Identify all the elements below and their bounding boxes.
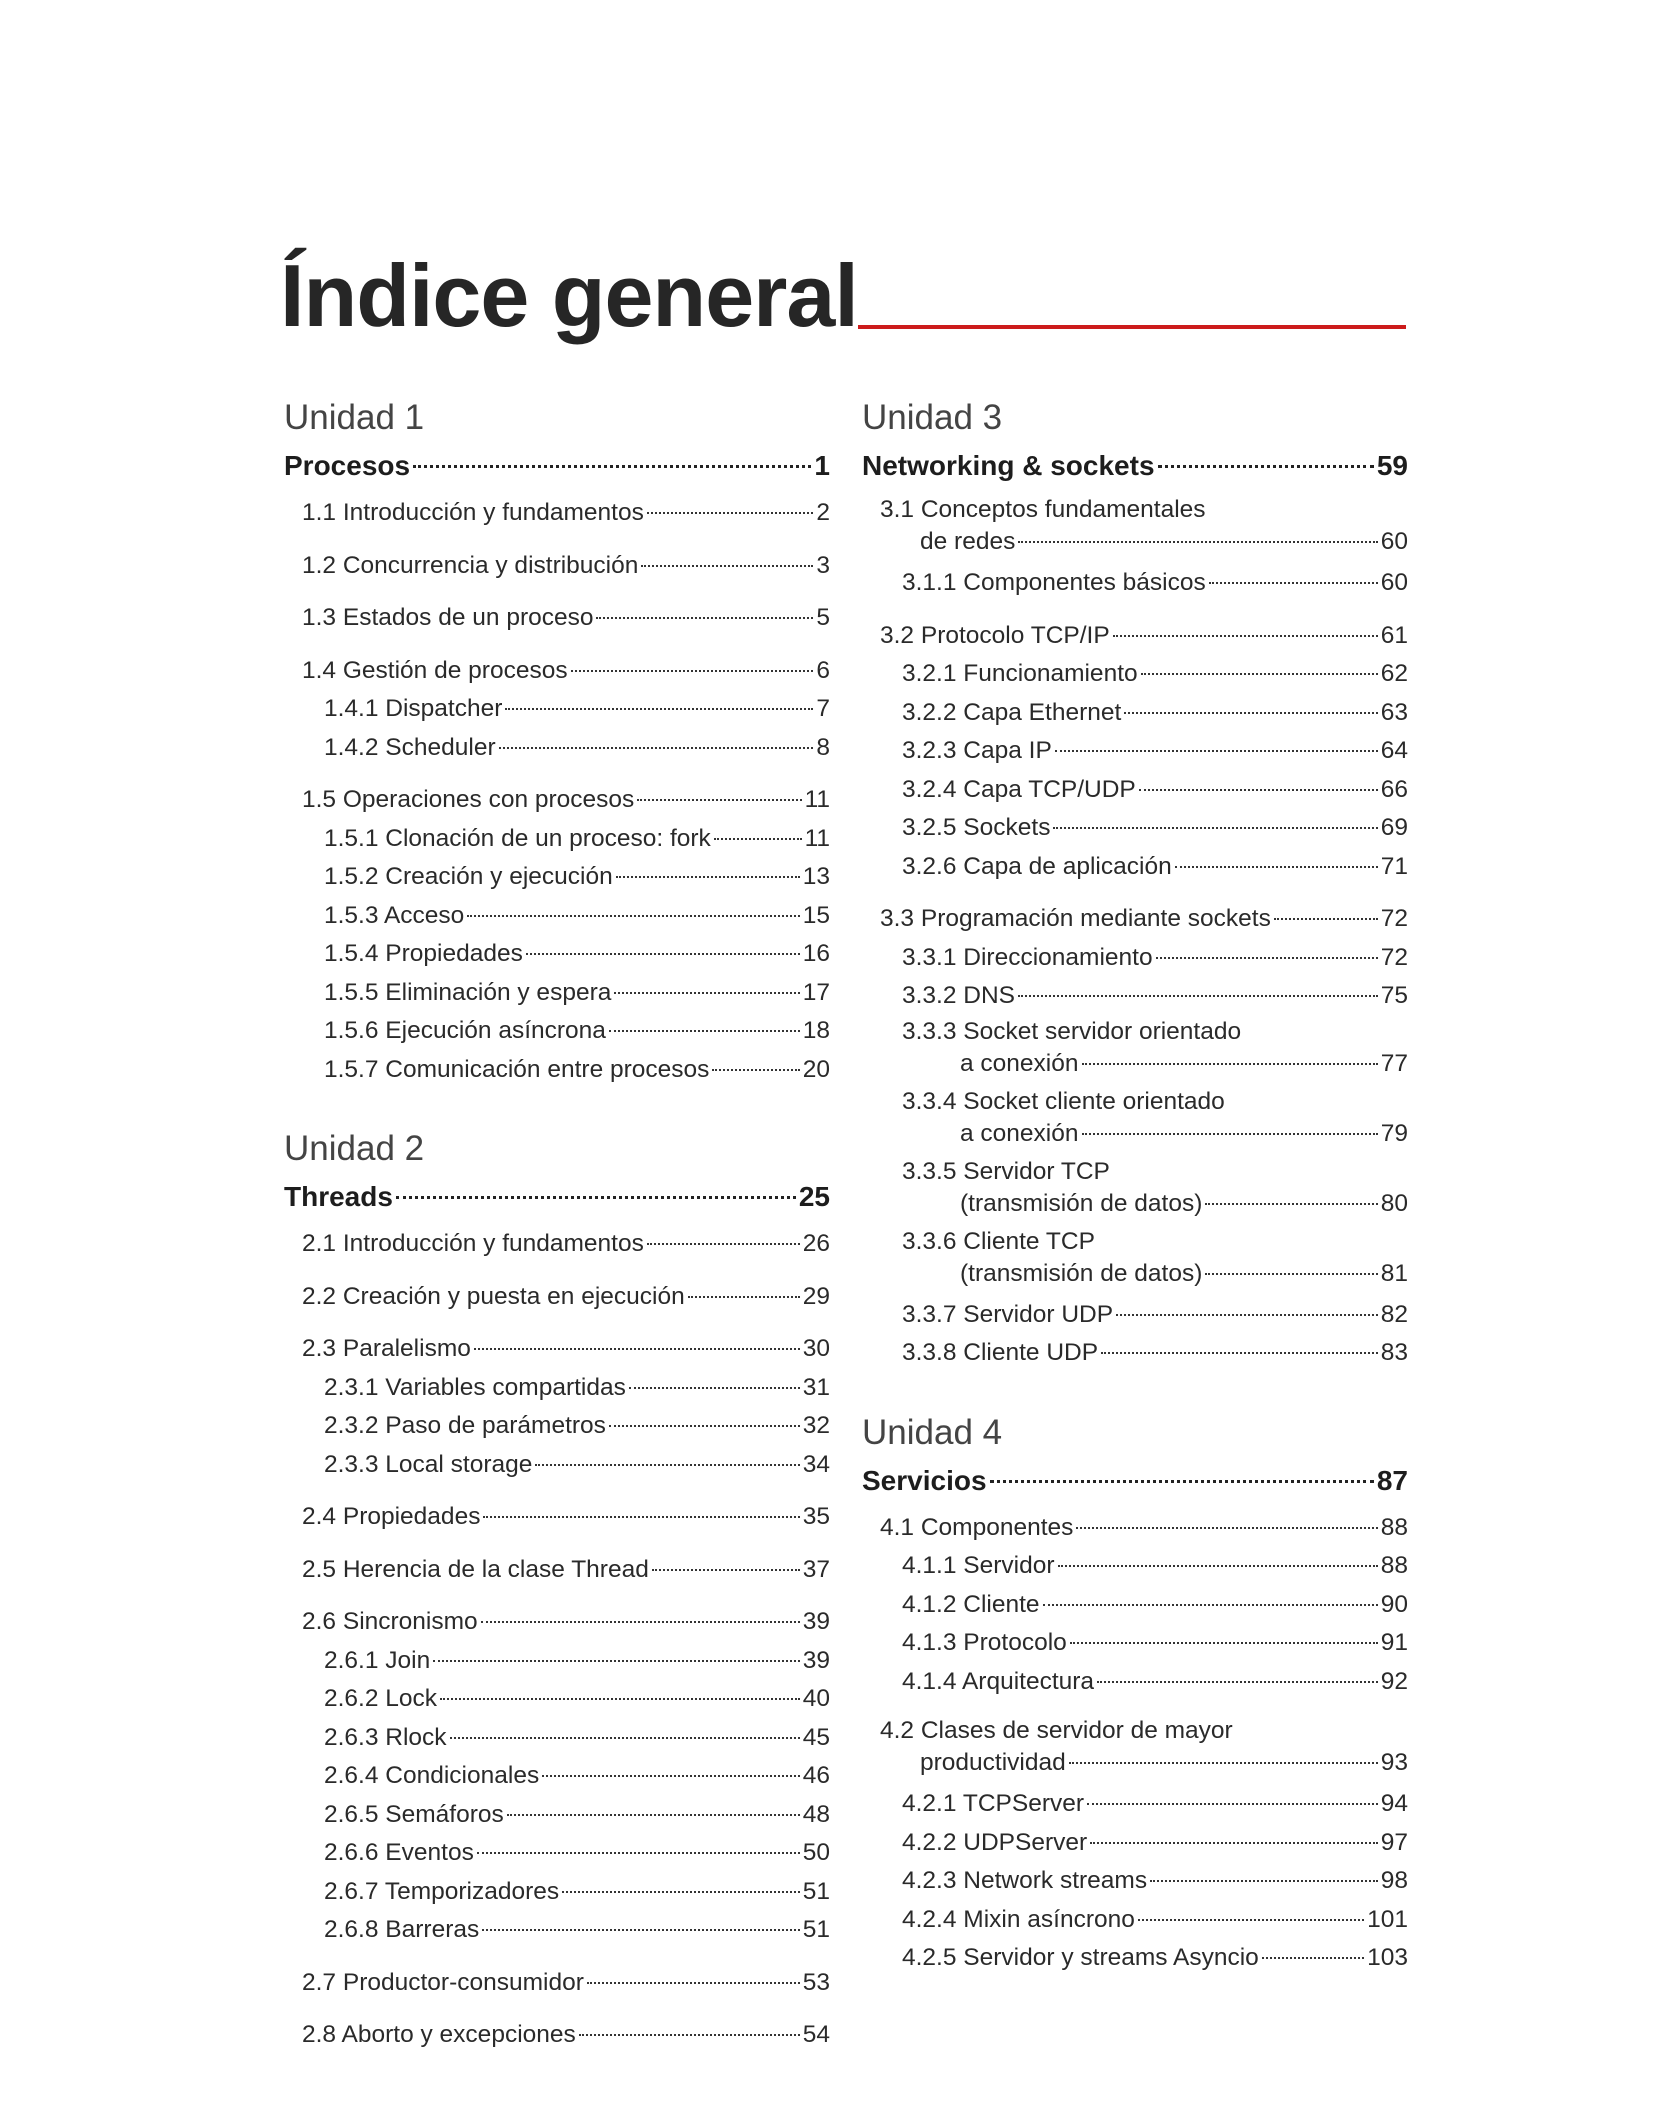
dot-leader bbox=[614, 992, 799, 994]
page-number: 29 bbox=[802, 1282, 830, 1310]
page-number: 69 bbox=[1380, 814, 1408, 841]
entry-title: 2.3 Paralelismo bbox=[302, 1335, 471, 1362]
toc-entry[interactable] bbox=[284, 1225, 830, 1264]
dot-leader bbox=[990, 1480, 1374, 1483]
dot-leader bbox=[1018, 541, 1377, 543]
entry-title: 4.2 Clases de servidor de mayor bbox=[880, 1717, 1233, 1744]
page-number: 34 bbox=[802, 1450, 830, 1478]
dot-leader bbox=[1205, 1273, 1377, 1275]
entry-title: 3.3.3 Socket servidor orientado bbox=[902, 1017, 1242, 1045]
dot-leader bbox=[1043, 1604, 1378, 1606]
entry-title: 4.2.4 Mixin asíncrono bbox=[902, 1905, 1135, 1933]
dot-leader bbox=[1175, 866, 1378, 868]
page-number: 77 bbox=[1380, 1049, 1408, 1077]
entry-title-continuation: (transmisión de datos) bbox=[960, 1259, 1203, 1287]
toc-entry[interactable] bbox=[862, 848, 1408, 887]
dot-leader bbox=[1113, 635, 1378, 637]
page-number: 103 bbox=[1367, 1944, 1408, 1971]
entry-title: 2.6.2 Lock bbox=[324, 1685, 438, 1712]
dot-leader bbox=[647, 512, 814, 514]
dot-leader bbox=[609, 1425, 800, 1427]
toc-entry[interactable] bbox=[284, 1551, 830, 1590]
dot-leader bbox=[450, 1737, 800, 1739]
dot-leader bbox=[440, 1698, 800, 1700]
page-number: 30 bbox=[802, 1335, 830, 1362]
toc-entry[interactable] bbox=[862, 1901, 1408, 1940]
entry-title: 3.2.2 Capa Ethernet bbox=[902, 698, 1122, 726]
page-number: 63 bbox=[1380, 698, 1408, 726]
toc-entry[interactable] bbox=[862, 1226, 1408, 1290]
toc-entry[interactable] bbox=[862, 1156, 1408, 1220]
dot-leader bbox=[714, 838, 802, 840]
entry-title: 2.6.7 Temporizadores bbox=[324, 1877, 560, 1905]
entry-title: 3.3 Programación mediante sockets bbox=[880, 905, 1271, 932]
page-number: 88 bbox=[1380, 1552, 1408, 1579]
entry-title: 1.4 Gestión de procesos bbox=[302, 656, 568, 684]
page-number: 7 bbox=[816, 695, 830, 722]
page-number: 8 bbox=[816, 733, 830, 761]
entry-title: 2.4 Propiedades bbox=[302, 1503, 481, 1530]
toc-entry[interactable] bbox=[284, 1642, 830, 1681]
toc-entry[interactable] bbox=[284, 729, 830, 768]
entry-title: 2.6.8 Barreras bbox=[324, 1916, 480, 1943]
page-number: 62 bbox=[1380, 660, 1408, 687]
entry-title: 3.3.2 DNS bbox=[902, 982, 1016, 1009]
entry-title: 4.1.2 Cliente bbox=[902, 1590, 1040, 1618]
entry-title: 1.2 Concurrencia y distribución bbox=[302, 551, 639, 579]
toc-entry[interactable] bbox=[862, 1624, 1408, 1663]
toc-entry[interactable] bbox=[284, 690, 830, 729]
toc-entry[interactable] bbox=[862, 977, 1408, 1016]
entry-title: 4.1 Componentes bbox=[880, 1513, 1074, 1541]
page-number: 1 bbox=[814, 450, 830, 481]
entry-continuation-row bbox=[880, 1747, 1408, 1779]
entry-title-continuation: a conexión bbox=[960, 1049, 1079, 1077]
entry-continuation-row bbox=[902, 1048, 1408, 1080]
dot-leader bbox=[1097, 1681, 1378, 1683]
title-rule bbox=[858, 325, 1406, 329]
chapter-entry[interactable] bbox=[862, 446, 1408, 486]
entry-title: 3.3.7 Servidor UDP bbox=[902, 1300, 1114, 1328]
page-number: 60 bbox=[1380, 569, 1408, 596]
toc-entry[interactable] bbox=[284, 1911, 830, 1950]
toc-entry[interactable] bbox=[284, 974, 830, 1013]
toc-entry[interactable] bbox=[862, 564, 1408, 603]
unit-label: Unidad 3 bbox=[862, 398, 1003, 437]
chapter-title: Networking & sockets bbox=[862, 450, 1155, 481]
toc-entry[interactable] bbox=[284, 1498, 830, 1537]
entry-title-continuation: (transmisión de datos) bbox=[960, 1189, 1203, 1217]
entry-title: 1.5.1 Clonación de un proceso: fork bbox=[324, 824, 711, 852]
page-number: 39 bbox=[802, 1646, 830, 1674]
entry-title: 2.3.3 Local storage bbox=[324, 1450, 533, 1478]
dot-leader bbox=[1274, 918, 1378, 920]
dot-leader bbox=[1058, 1565, 1378, 1567]
toc-entry[interactable] bbox=[284, 897, 830, 936]
entry-title: 4.2.3 Network streams bbox=[902, 1867, 1148, 1894]
entry-title: 1.5.5 Eliminación y espera bbox=[324, 978, 612, 1006]
entry-title: 1.5.4 Propiedades bbox=[324, 940, 523, 967]
page-number: 46 bbox=[802, 1762, 830, 1789]
page-number: 45 bbox=[802, 1723, 830, 1751]
page-number: 92 bbox=[1380, 1667, 1408, 1695]
page-number: 53 bbox=[802, 1968, 830, 1996]
dot-leader bbox=[647, 1243, 800, 1245]
toc-entry[interactable] bbox=[284, 1603, 830, 1642]
page-number: 51 bbox=[802, 1877, 830, 1905]
page-number: 5 bbox=[816, 604, 830, 631]
dot-leader bbox=[535, 1464, 799, 1466]
dot-leader bbox=[1262, 1957, 1364, 1959]
entry-continuation-row bbox=[902, 1118, 1408, 1150]
toc-entry[interactable] bbox=[284, 599, 830, 638]
page-number: 39 bbox=[802, 1608, 830, 1635]
page-number: 11 bbox=[804, 786, 830, 813]
dot-leader bbox=[1087, 1803, 1378, 1805]
toc-entry[interactable] bbox=[284, 2016, 830, 2055]
entry-title: 4.2.2 UDPServer bbox=[902, 1828, 1088, 1856]
dot-leader bbox=[1082, 1133, 1378, 1135]
page-number: 20 bbox=[802, 1055, 830, 1083]
page-number: 81 bbox=[1380, 1259, 1408, 1287]
unit-label: Unidad 1 bbox=[284, 398, 425, 437]
page-number: 101 bbox=[1367, 1905, 1408, 1933]
entry-title: 2.8 Aborto y excepciones bbox=[302, 2021, 576, 2048]
toc-entry[interactable] bbox=[862, 1785, 1408, 1824]
entry-title: 2.2 Creación y puesta en ejecución bbox=[302, 1282, 685, 1310]
page-number: 66 bbox=[1380, 775, 1408, 803]
chapter-entry[interactable] bbox=[862, 1461, 1408, 1501]
entry-title: 2.3.2 Paso de parámetros bbox=[324, 1412, 606, 1439]
dot-leader bbox=[1101, 1352, 1378, 1354]
dot-leader bbox=[579, 2034, 800, 2036]
chapter-title: Threads bbox=[284, 1181, 393, 1212]
entry-title: 1.5.6 Ejecución asíncrona bbox=[324, 1017, 606, 1044]
entry-title: 3.1 Conceptos fundamentales bbox=[880, 496, 1206, 523]
entry-title: 1.3 Estados de un proceso bbox=[302, 604, 594, 631]
entry-title: 2.1 Introducción y fundamentos bbox=[302, 1230, 644, 1257]
page-number: 94 bbox=[1380, 1790, 1408, 1817]
page-number: 59 bbox=[1376, 450, 1408, 481]
unit-section bbox=[284, 1131, 830, 2055]
page-number: 13 bbox=[802, 863, 830, 890]
page-number: 2 bbox=[816, 499, 830, 526]
page-number: 80 bbox=[1380, 1189, 1408, 1217]
toc-entry[interactable] bbox=[284, 820, 830, 859]
page-number: 11 bbox=[804, 824, 830, 852]
entry-title: 1.5.2 Creación y ejecución bbox=[324, 863, 613, 890]
toc-entry[interactable] bbox=[862, 1296, 1408, 1335]
page-number: 48 bbox=[802, 1800, 830, 1828]
dot-leader bbox=[1090, 1842, 1378, 1844]
entry-title: 1.5 Operaciones con procesos bbox=[302, 786, 635, 813]
chapter-entry[interactable] bbox=[284, 1177, 830, 1217]
toc-entry[interactable] bbox=[284, 1719, 830, 1758]
entry-title: 2.6.1 Join bbox=[324, 1646, 431, 1674]
toc-entry[interactable] bbox=[862, 694, 1408, 733]
entry-title: 3.3.1 Direccionamiento bbox=[902, 943, 1153, 971]
dot-leader bbox=[1082, 1063, 1378, 1065]
toc-entry[interactable] bbox=[284, 1873, 830, 1912]
entry-title: 4.2.1 TCPServer bbox=[902, 1790, 1085, 1817]
entry-title: 2.6.4 Condicionales bbox=[324, 1762, 540, 1789]
dot-leader bbox=[587, 1982, 800, 1984]
toc-entry[interactable] bbox=[862, 1939, 1408, 1978]
page-number: 15 bbox=[802, 901, 830, 929]
toc-entry[interactable] bbox=[862, 809, 1408, 848]
toc-entry[interactable] bbox=[862, 1862, 1408, 1901]
toc-entry[interactable] bbox=[862, 1586, 1408, 1625]
dot-leader bbox=[641, 565, 813, 567]
entry-title: 1.1 Introducción y fundamentos bbox=[302, 499, 644, 526]
page-number: 90 bbox=[1380, 1590, 1408, 1618]
entry-title: 3.2.3 Capa IP bbox=[902, 737, 1052, 764]
dot-leader bbox=[1139, 789, 1378, 791]
unit-section bbox=[862, 1412, 1408, 1978]
unit-label: Unidad 2 bbox=[284, 1129, 425, 1168]
toc-entry[interactable] bbox=[862, 732, 1408, 771]
page-number: 71 bbox=[1380, 852, 1408, 880]
page-number: 26 bbox=[802, 1230, 830, 1257]
page-number: 75 bbox=[1380, 982, 1408, 1009]
dot-leader bbox=[1205, 1203, 1377, 1205]
page-number: 40 bbox=[802, 1685, 830, 1712]
entry-title-continuation: productividad bbox=[920, 1749, 1066, 1776]
dot-leader bbox=[526, 953, 800, 955]
toc-entry[interactable] bbox=[862, 1715, 1408, 1779]
entry-continuation-row bbox=[902, 1188, 1408, 1220]
entry-title: 3.2.5 Sockets bbox=[902, 814, 1051, 841]
toc-entry[interactable] bbox=[862, 1663, 1408, 1702]
page-number: 79 bbox=[1380, 1119, 1408, 1147]
dot-leader bbox=[481, 1621, 800, 1623]
toc-entry[interactable] bbox=[862, 939, 1408, 978]
entry-title: 4.1.3 Protocolo bbox=[902, 1629, 1067, 1656]
page-number: 88 bbox=[1380, 1513, 1408, 1541]
entry-title: 2.3.1 Variables compartidas bbox=[324, 1373, 626, 1401]
entry-title: 4.1.1 Servidor bbox=[902, 1552, 1055, 1579]
page-number: 98 bbox=[1380, 1867, 1408, 1894]
toc-column-right bbox=[862, 400, 1408, 2020]
entry-continuation-row bbox=[880, 526, 1408, 558]
toc-entry[interactable] bbox=[284, 1757, 830, 1796]
dot-leader bbox=[1209, 582, 1378, 584]
entry-title: 3.3.8 Cliente UDP bbox=[902, 1339, 1099, 1366]
chapter-title: Procesos bbox=[284, 450, 411, 481]
dot-leader bbox=[609, 1030, 800, 1032]
page-number: 87 bbox=[1376, 1464, 1408, 1496]
toc-entry[interactable] bbox=[862, 900, 1408, 939]
entry-title: 2.6 Sincronismo bbox=[302, 1608, 478, 1635]
dot-leader bbox=[1070, 1642, 1378, 1644]
toc-entry[interactable] bbox=[284, 1330, 830, 1369]
toc-entry[interactable] bbox=[862, 494, 1408, 558]
toc-entry[interactable] bbox=[862, 1509, 1408, 1548]
toc-entry[interactable] bbox=[284, 858, 830, 897]
entry-title: 3.3.6 Cliente TCP bbox=[902, 1227, 1095, 1255]
page-number: 54 bbox=[802, 2021, 830, 2048]
dot-leader bbox=[652, 1569, 800, 1571]
page-number: 61 bbox=[1380, 621, 1408, 649]
toc-entry[interactable] bbox=[284, 1834, 830, 1873]
toc-entry[interactable] bbox=[862, 1824, 1408, 1863]
page-number: 60 bbox=[1380, 528, 1408, 555]
dot-leader bbox=[1069, 1762, 1378, 1764]
dot-leader bbox=[396, 1196, 796, 1199]
toc-entry[interactable] bbox=[862, 1086, 1408, 1150]
toc-entry[interactable] bbox=[284, 1964, 830, 2003]
page-number: 18 bbox=[802, 1017, 830, 1044]
dot-leader bbox=[433, 1660, 799, 1662]
page-number: 91 bbox=[1380, 1629, 1408, 1656]
unit-section bbox=[284, 400, 830, 1089]
entry-title: 3.2 Protocolo TCP/IP bbox=[880, 621, 1110, 649]
entry-title: 2.5 Herencia de la clase Thread bbox=[302, 1555, 649, 1583]
dot-leader bbox=[1138, 1919, 1364, 1921]
entry-title-continuation: a conexión bbox=[960, 1119, 1079, 1147]
dot-leader bbox=[629, 1387, 800, 1389]
page-number: 93 bbox=[1380, 1749, 1408, 1776]
dot-leader bbox=[1150, 1880, 1378, 1882]
page-number: 72 bbox=[1380, 943, 1408, 971]
toc-entry[interactable] bbox=[862, 771, 1408, 810]
toc-entry[interactable] bbox=[284, 935, 830, 974]
entry-title: 1.5.3 Acceso bbox=[324, 901, 465, 929]
entry-title: 1.4.2 Scheduler bbox=[324, 733, 496, 761]
dot-leader bbox=[1018, 995, 1378, 997]
page-number: 17 bbox=[802, 978, 830, 1006]
page-number: 35 bbox=[802, 1503, 830, 1530]
page-number: 82 bbox=[1380, 1300, 1408, 1328]
entry-title: 4.1.4 Arquitectura bbox=[902, 1667, 1095, 1695]
dot-leader bbox=[507, 1814, 800, 1816]
page-number: 3 bbox=[816, 551, 830, 579]
page-number: 64 bbox=[1380, 737, 1408, 764]
dot-leader bbox=[542, 1775, 800, 1777]
page-number: 6 bbox=[816, 656, 830, 684]
dot-leader bbox=[1116, 1314, 1378, 1316]
entry-title: 1.5.7 Comunicación entre procesos bbox=[324, 1055, 710, 1083]
toc-entry[interactable] bbox=[284, 1796, 830, 1835]
dot-leader bbox=[505, 708, 813, 710]
dot-leader bbox=[467, 915, 799, 917]
dot-leader bbox=[1141, 673, 1378, 675]
chapter-entry[interactable] bbox=[284, 446, 830, 486]
toc-entry[interactable] bbox=[284, 1446, 830, 1485]
entry-title: 2.6.6 Eventos bbox=[324, 1839, 474, 1866]
toc-entry[interactable] bbox=[862, 1547, 1408, 1586]
entry-title: 3.2.6 Capa de aplicación bbox=[902, 852, 1172, 880]
dot-leader bbox=[1076, 1527, 1377, 1529]
dot-leader bbox=[482, 1929, 799, 1931]
toc-entry[interactable] bbox=[284, 1680, 830, 1719]
dot-leader bbox=[616, 876, 800, 878]
dot-leader bbox=[477, 1852, 800, 1854]
entry-title: 3.2.4 Capa TCP/UDP bbox=[902, 775, 1136, 803]
dot-leader bbox=[499, 747, 814, 749]
dot-leader bbox=[1156, 957, 1378, 959]
chapter-title: Servicios bbox=[862, 1464, 987, 1496]
entry-title: 2.6.5 Semáforos bbox=[324, 1800, 504, 1828]
page-title: Índice general bbox=[280, 246, 858, 345]
unit-section bbox=[862, 400, 1408, 1373]
toc-entry[interactable] bbox=[284, 1369, 830, 1408]
entry-title: 2.6.3 Rlock bbox=[324, 1723, 447, 1751]
page-number: 97 bbox=[1380, 1828, 1408, 1856]
dot-leader bbox=[562, 1891, 800, 1893]
page-number: 32 bbox=[802, 1412, 830, 1439]
dot-leader bbox=[688, 1296, 800, 1298]
toc-entry[interactable] bbox=[862, 1334, 1408, 1373]
toc-entry[interactable] bbox=[284, 781, 830, 820]
toc-entry[interactable] bbox=[284, 1012, 830, 1051]
dot-leader bbox=[1055, 750, 1378, 752]
toc-entry[interactable] bbox=[284, 1051, 830, 1090]
unit-label: Unidad 4 bbox=[862, 1412, 1003, 1452]
dot-leader bbox=[474, 1348, 800, 1350]
page-number: 72 bbox=[1380, 905, 1408, 932]
entry-title: 3.3.5 Servidor TCP bbox=[902, 1157, 1110, 1185]
toc-entry[interactable] bbox=[284, 1407, 830, 1446]
page-number: 25 bbox=[798, 1181, 830, 1212]
page-number: 50 bbox=[802, 1839, 830, 1866]
toc-entry[interactable] bbox=[862, 1016, 1408, 1080]
toc-entry[interactable] bbox=[862, 655, 1408, 694]
page-number: 37 bbox=[802, 1555, 830, 1583]
page-number: 83 bbox=[1380, 1339, 1408, 1366]
entry-title: 2.7 Productor-consumidor bbox=[302, 1968, 584, 1996]
dot-leader bbox=[483, 1516, 799, 1518]
entry-title: 4.2.5 Servidor y streams Asyncio bbox=[902, 1944, 1259, 1971]
page-number: 16 bbox=[802, 940, 830, 967]
entry-title-continuation: de redes bbox=[920, 528, 1016, 555]
dot-leader bbox=[571, 670, 814, 672]
toc-entry[interactable] bbox=[284, 652, 830, 691]
toc-column-left bbox=[284, 400, 830, 2097]
dot-leader bbox=[413, 465, 811, 468]
entry-title: 3.1.1 Componentes básicos bbox=[902, 569, 1206, 596]
entry-title: 3.3.4 Socket cliente orientado bbox=[902, 1087, 1225, 1115]
entry-title: 3.2.1 Funcionamiento bbox=[902, 660, 1138, 687]
entry-title: 1.4.1 Dispatcher bbox=[324, 695, 503, 722]
dot-leader bbox=[637, 799, 801, 801]
page-number: 31 bbox=[802, 1373, 830, 1401]
page-number: 51 bbox=[802, 1916, 830, 1943]
dot-leader bbox=[1124, 712, 1377, 714]
dot-leader bbox=[596, 617, 813, 619]
dot-leader bbox=[1158, 465, 1374, 468]
toc-entry[interactable] bbox=[284, 547, 830, 586]
toc-entry[interactable] bbox=[284, 1278, 830, 1317]
toc-entry[interactable] bbox=[284, 494, 830, 533]
dot-leader bbox=[1053, 827, 1377, 829]
toc-entry[interactable] bbox=[862, 617, 1408, 656]
dot-leader bbox=[712, 1069, 799, 1071]
entry-continuation-row bbox=[902, 1258, 1408, 1290]
